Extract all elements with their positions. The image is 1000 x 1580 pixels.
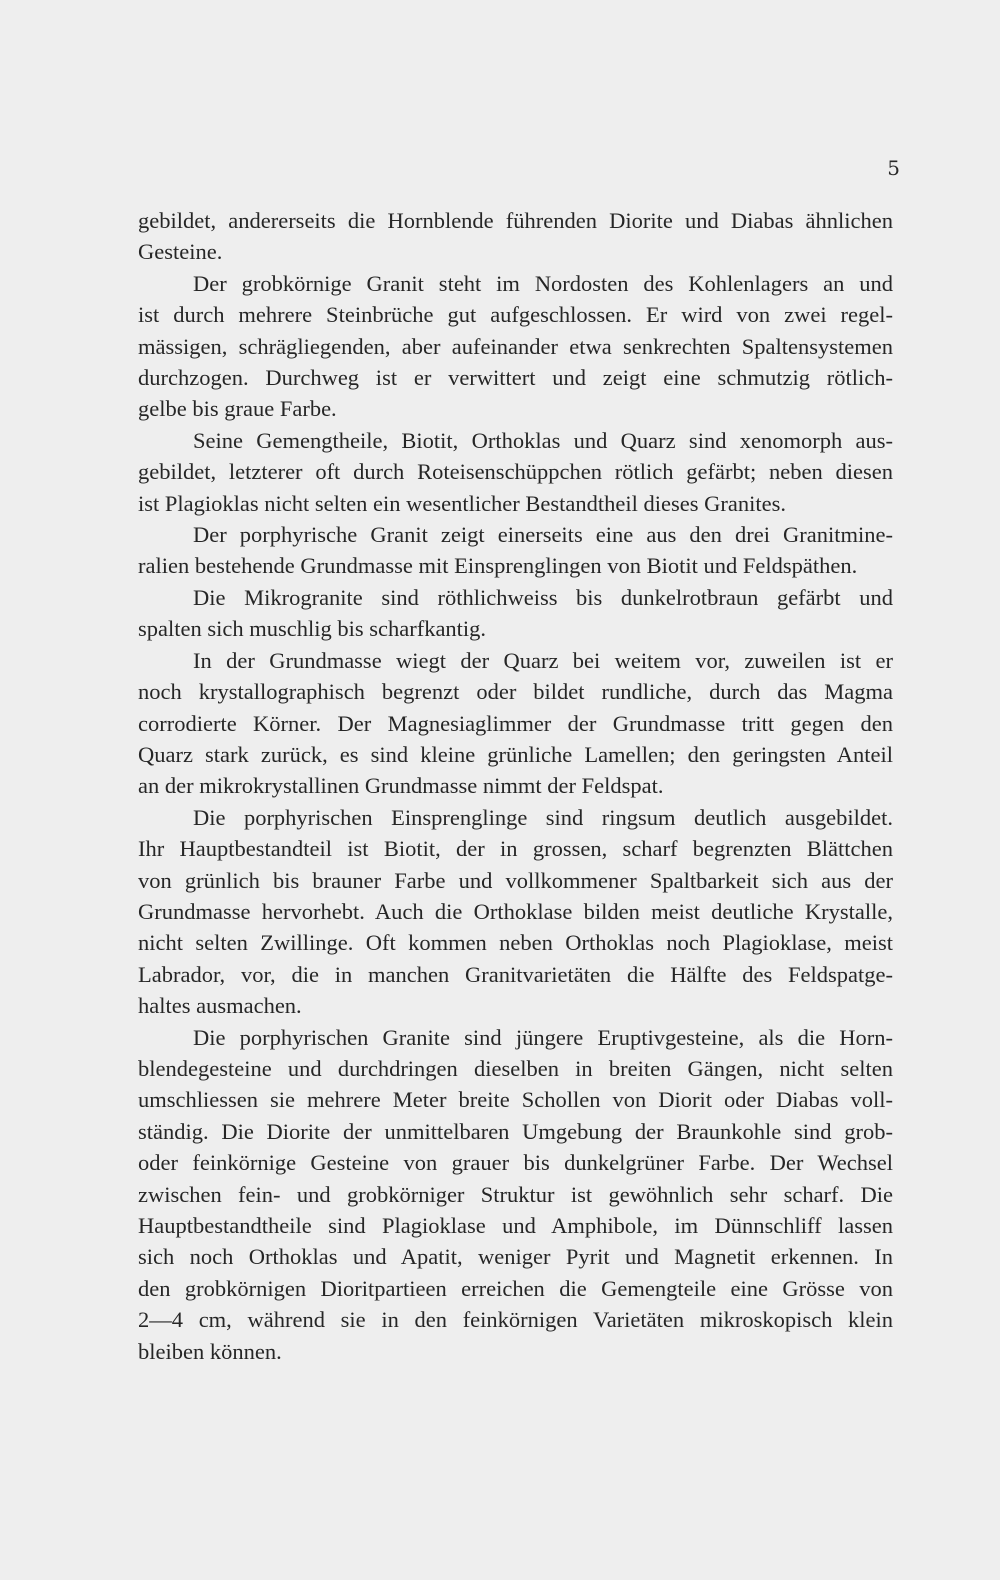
text-line: noch krystallographisch begrenzt oder bildet rundliche, durch das Magma: [138, 679, 893, 705]
body-text: [138, 205, 893, 1367]
text-line: Ihr Hauptbestandteil ist Biotit, der in grossen, scharf begrenzten Blättchen: [138, 836, 893, 862]
text-line: den grobkörnigen Dioritpartieen erreichen die Gemengteile eine Grösse von: [138, 1275, 893, 1301]
text-line: Die Mikrogranite sind röthlichweiss bis dunkelrotbraun gefärbt und: [193, 584, 893, 610]
text-line: Quarz stark zurück, es sind kleine grünliche Lamellen; den geringsten Anteil: [138, 741, 893, 767]
text-line: Der grobkörnige Granit steht im Nordosten des Kohlenlagers an und: [193, 270, 893, 296]
text-line: umschliessen sie mehrere Meter breite Schollen von Diorit oder Diabas voll-: [138, 1087, 893, 1113]
text-line: Seine Gemengtheile, Biotit, Orthoklas und Quarz sind xenomorph aus-: [193, 427, 893, 453]
text-line: bleiben können.: [138, 1338, 282, 1364]
text-line: nicht selten Zwillinge. Oft kommen neben Orthoklas noch Plagioklase, meist: [138, 930, 893, 956]
text-line: ständig. Die Diorite der unmittelbaren Umgebung der Braunkohle sind grob-: [138, 1118, 893, 1144]
text-line: sich noch Orthoklas und Apatit, weniger Pyrit und Magnetit erkennen. In: [138, 1244, 893, 1270]
text-line: corrodierte Körner. Der Magnesiaglimmer der Grundmasse tritt gegen den: [138, 710, 893, 736]
text-line: Labrador, vor, die in manchen Granitvarietäten die Hälfte des Feldspatge-: [138, 961, 893, 987]
text-line: 2—4 cm, während sie in den feinkörnigen Varietäten mikroskopisch klein: [138, 1307, 893, 1333]
text-line: oder feinkörnige Gesteine von grauer bis dunkelgrüner Farbe. Der Wechsel: [138, 1150, 893, 1176]
page-number: 5: [887, 156, 900, 180]
text-line: gelbe bis graue Farbe.: [138, 396, 337, 422]
text-line: Gesteine.: [138, 239, 223, 265]
text-line: zwischen fein- und grobkörniger Struktur ist gewöhnlich sehr scharf. Die: [138, 1181, 893, 1207]
text-line: Grundmasse hervorhebt. Auch die Orthoklase bilden meist deutliche Krystalle,: [138, 898, 893, 924]
text-line: gebildet, andererseits die Hornblende führenden Diorite und Diabas ähnlichen: [138, 208, 893, 233]
text-line: an der mikrokrystallinen Grundmasse nimmt der Feldspat.: [138, 773, 664, 799]
text-line: mässigen, schrägliegenden, aber aufeinander etwa senkrechten Spaltensystemen: [138, 333, 893, 359]
text-line: Die porphyrischen Einsprenglinge sind ringsum deutlich ausgebildet.: [193, 804, 893, 830]
text-line: In der Grundmasse wiegt der Quarz bei weitem vor, zuweilen ist er: [193, 647, 893, 673]
text-line: spalten sich muschlig bis scharfkantig.: [138, 616, 487, 642]
text-line: von grünlich bis brauner Farbe und vollkommener Spaltbarkeit sich aus der: [138, 867, 893, 893]
text-line: durchzogen. Durchweg ist er verwittert und zeigt eine schmutzig rötlich-: [138, 365, 893, 391]
text-line: ralien bestehende Grundmasse mit Einsprenglingen von Biotit und Feldspäthen.: [138, 553, 858, 579]
text-line: Die porphyrischen Granite sind jüngere Eruptivgesteine, als die Horn-: [193, 1024, 893, 1050]
text-line: haltes ausmachen.: [138, 993, 302, 1019]
text-line: Hauptbestandtheile sind Plagioklase und Amphibole, im Dünnschliff lassen: [138, 1213, 893, 1238]
text-line: gebildet, letzterer oft durch Roteisenschüppchen rötlich gefärbt; neben diesen: [138, 459, 893, 485]
text-line: blendegesteine und durchdringen dieselben in breiten Gängen, nicht selten: [138, 1055, 893, 1081]
text-line: ist Plagioklas nicht selten ein wesentlicher Bestandtheil dieses Granites.: [138, 490, 786, 516]
text-line: ist durch mehrere Steinbrüche gut aufgeschlossen. Er wird von zwei regel-: [138, 302, 893, 328]
text-line: Der porphyrische Granit zeigt einerseits eine aus den drei Granitmine-: [193, 522, 893, 548]
